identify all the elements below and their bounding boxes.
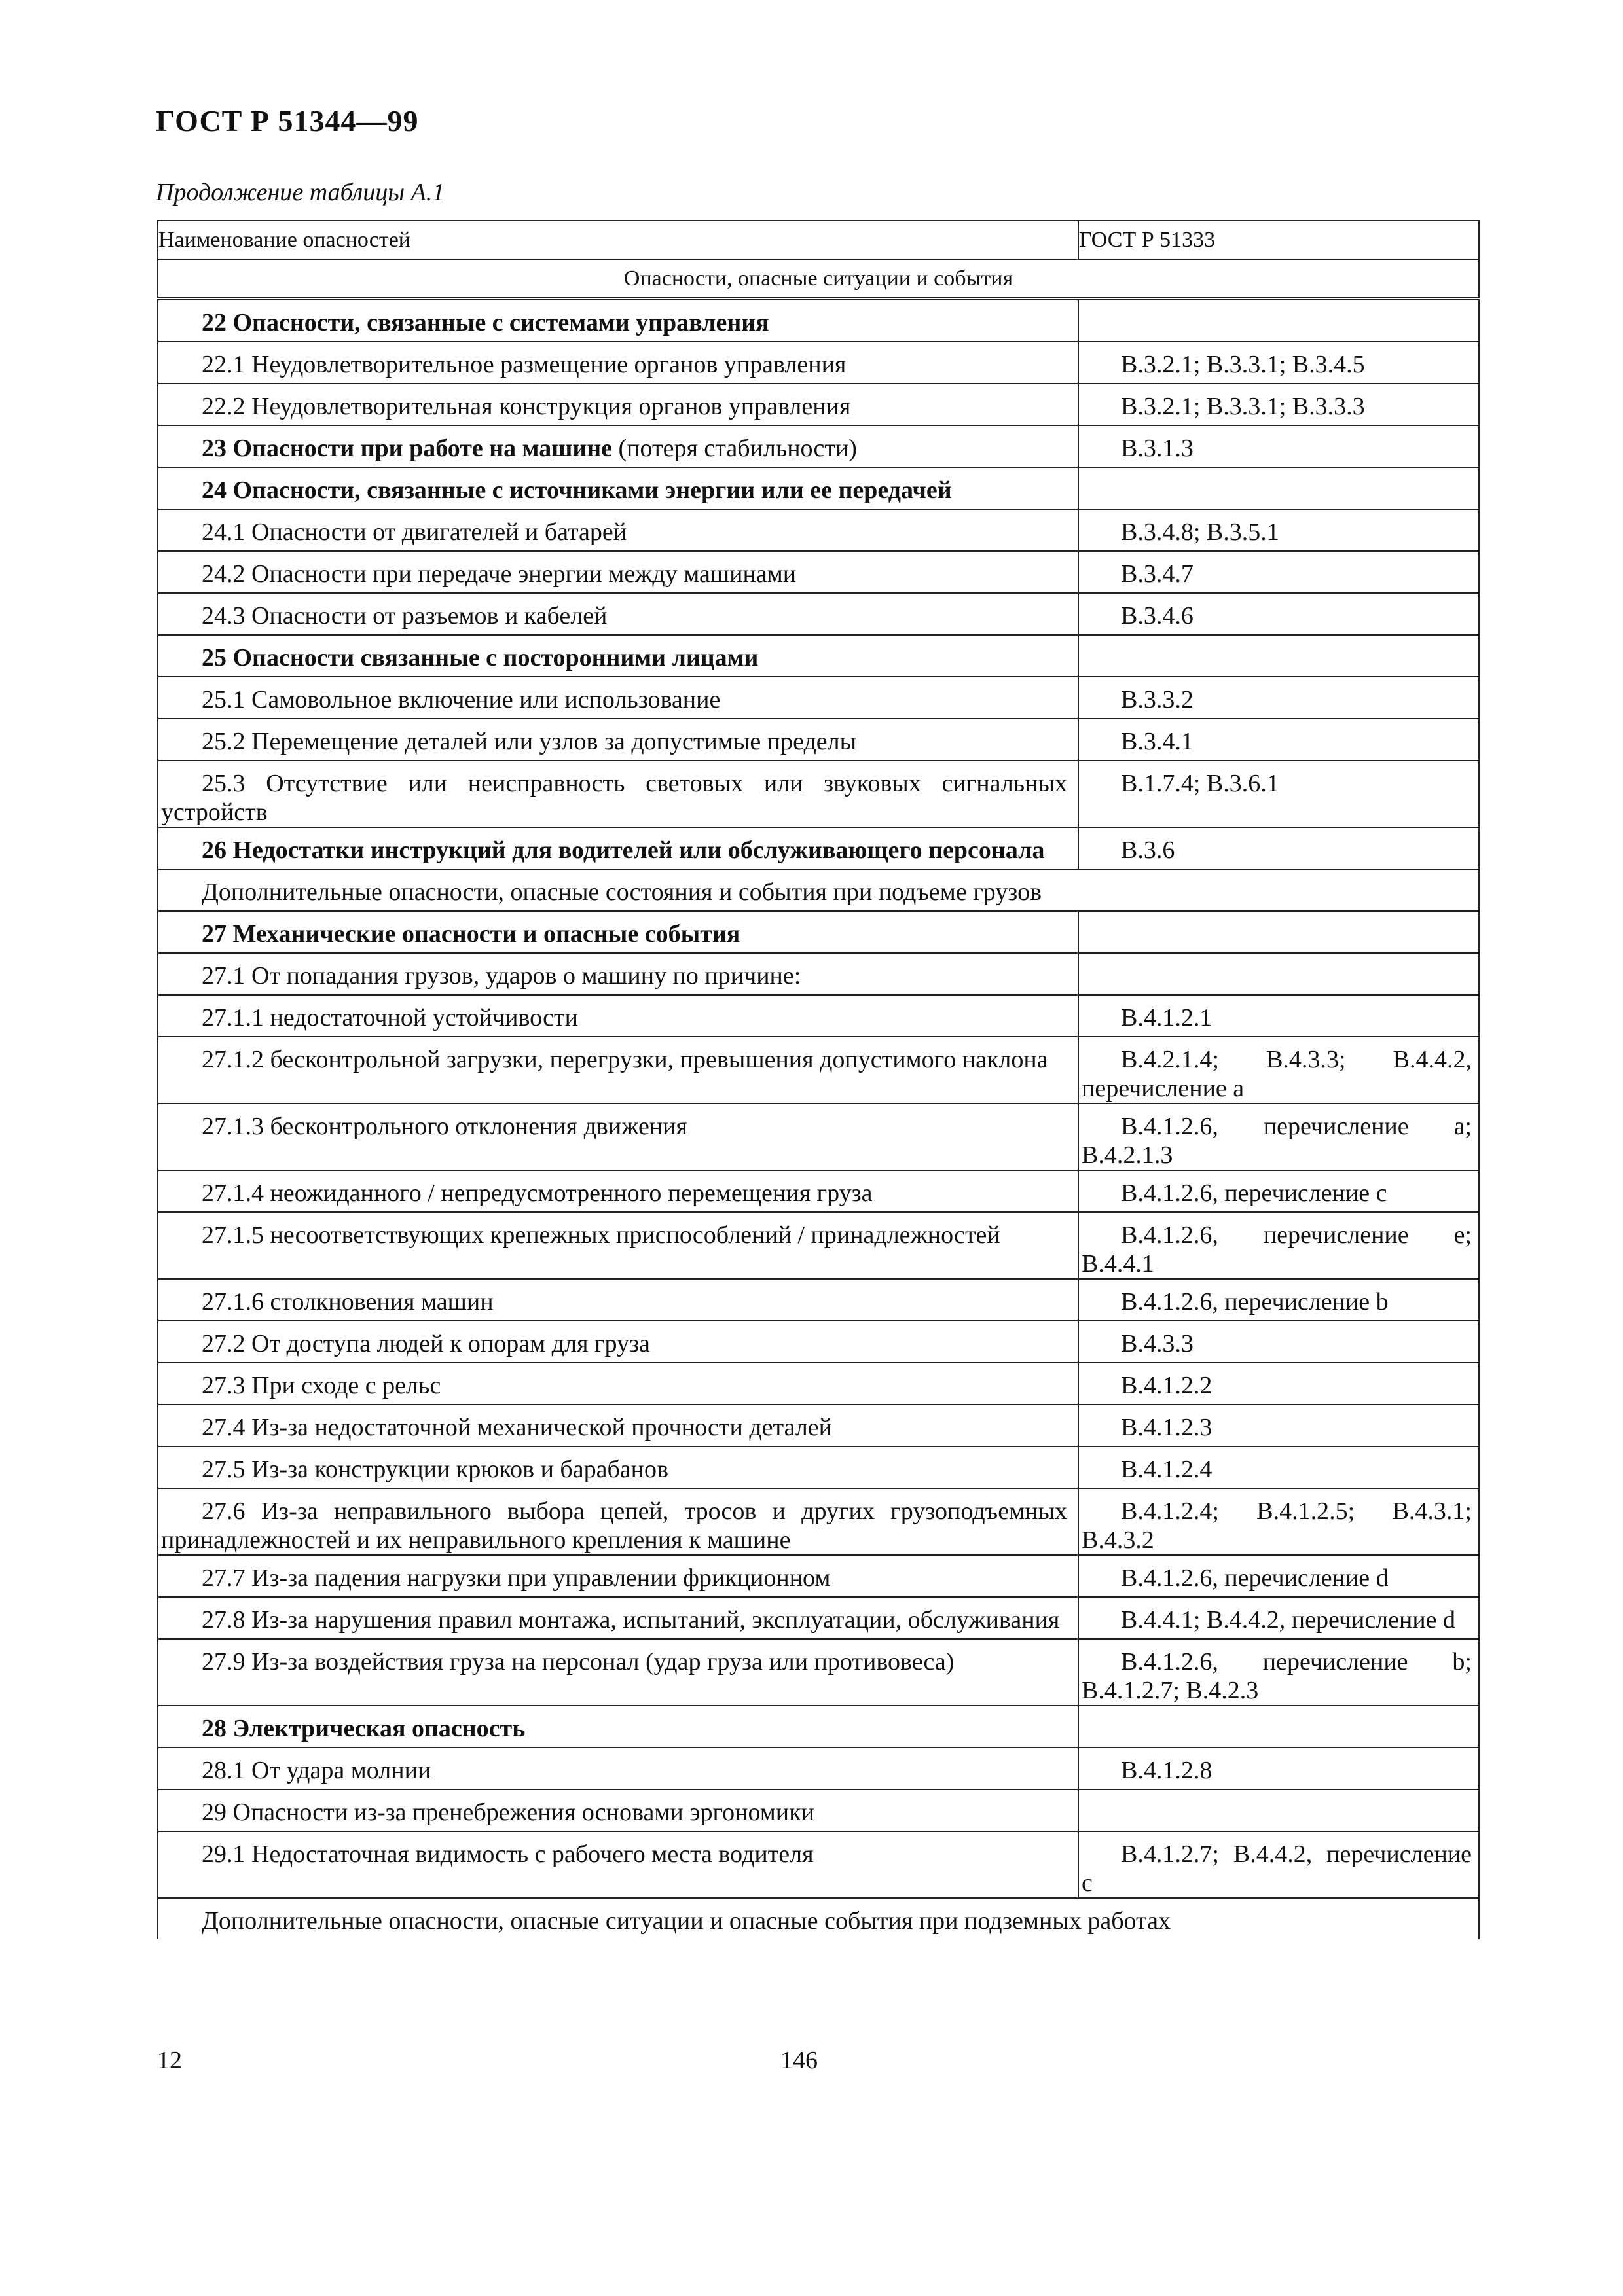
hazard-text: 27.1.2 бесконтрольной загрузки, перегрузки, превышения допустимого наклона [202,1046,1048,1073]
table-row [158,1789,1479,1831]
table-row [158,1488,1479,1555]
table-row [158,719,1479,761]
hazard-text: 27.3 При сходе с рельс [202,1372,441,1399]
standard-ref: В.3.2.1; В.3.3.1; В.3.4.5 [1121,351,1365,378]
hazard-cell [158,1639,1078,1706]
hazard-text: 29.1 Недостаточная видимость с рабочего места водителя [202,1840,814,1868]
hazard-cell [158,1555,1078,1597]
hazard-text: 27.6 Из-за неправильного выбора цепей, тросов и других грузоподъемных принадлежностей и их неправильного крепления к машине [161,1498,1067,1554]
standard-ref-cell [1078,1789,1479,1831]
col-header-hazards: Наименование опасностей [158,221,1078,260]
standard-ref: В.4.1.2.4 [1121,1456,1213,1483]
hazard-cell [158,1279,1078,1321]
standard-ref-cell [1078,1488,1479,1555]
standard-ref-cell [1078,1597,1479,1639]
hazard-cell [158,1831,1078,1898]
table-row [158,1363,1479,1405]
hazard-text: 25.3 Отсутствие или неисправность световых или звуковых сигнальных устройств [161,770,1067,826]
table-row [158,1212,1479,1279]
hazard-text: 29 Опасности из-за пренебрежения основами эргономики [202,1799,814,1826]
standard-ref [1082,300,1472,308]
hazard-text: 27.9 Из-за воздействия груза на персонал (удар груза или противовеса) [202,1648,955,1676]
standard-ref-cell [1078,1321,1479,1363]
hazard-cell [158,995,1078,1037]
standard-ref-cell [1078,1706,1479,1748]
hazard-text: 22.1 Неудовлетворительное размещение органов управления [202,351,847,378]
table-row [158,1639,1479,1706]
standard-ref-cell [1078,953,1479,995]
hazard-text: 28.1 От удара молнии [202,1757,431,1784]
hazard-cell [158,342,1078,384]
table-row [158,1831,1479,1898]
section-row [158,869,1479,911]
standard-ref [1082,954,1472,961]
table-row [158,467,1479,509]
hazard-cell [158,1321,1078,1363]
standard-ref: В.3.3.2 [1121,686,1194,713]
table-header-row [158,221,1479,260]
table-row [158,995,1479,1037]
hazard-text: 27.1.4 неожиданного / непредусмотренного перемещения груза [202,1179,873,1207]
table-row [158,635,1479,677]
hazard-text: 24.3 Опасности от разъемов и кабелей [202,602,608,630]
hazard-text: 22 Опасности, связанные с системами управления [202,309,769,336]
standard-ref-cell [1078,1555,1479,1597]
hazard-cell [158,1103,1078,1170]
hazard-text-note: (потеря стабильности) [611,435,857,462]
document-title: ГОСТ Р 51344—99 [156,104,419,137]
standard-ref: В.4.1.2.6, перечисление с [1121,1179,1387,1207]
table-row [158,677,1479,719]
table-row [158,1321,1479,1363]
standard-ref-cell [1078,1212,1479,1279]
standard-ref: В.3.4.8; В.3.5.1 [1121,518,1279,546]
section-title-cell [158,869,1479,911]
standard-ref: В.3.4.7 [1121,560,1194,588]
hazard-text: 24 Опасности, связанные с источниками энергии или ее передачей [202,476,952,504]
standard-ref: В.4.1.2.3 [1121,1414,1213,1441]
hazard-text: 24.2 Опасности при передаче энергии между машинами [202,560,797,588]
standard-ref: В.3.2.1; В.3.3.1; В.3.3.3 [1121,393,1365,420]
standard-ref: В.3.6 [1121,836,1175,864]
section-row [158,1898,1479,1939]
hazard-text: 27.1.5 несоответствующих крепежных приспособлений / принадлежностей [202,1221,1000,1249]
standard-ref-cell [1078,911,1479,953]
hazard-cell [158,1597,1078,1639]
hazard-cell [158,1405,1078,1446]
col-header-standard: ГОСТ Р 51333 [1078,221,1479,260]
table-row [158,299,1479,342]
table-row [158,1279,1479,1321]
standard-ref [1082,1706,1472,1714]
hazard-cell [158,551,1078,593]
section-header-row [158,260,1479,299]
standard-ref: В.3.4.6 [1121,602,1194,630]
hazard-cell [158,1488,1078,1555]
standard-ref-cell [1078,1831,1479,1898]
hazard-cell [158,384,1078,425]
standard-ref: В.4.1.2.2 [1121,1372,1213,1399]
hazard-cell [158,761,1078,827]
hazard-cell [158,467,1078,509]
standard-ref-cell [1078,1279,1479,1321]
hazard-cell [158,1363,1078,1405]
hazard-cell [158,953,1078,995]
standard-ref-cell [1078,384,1479,425]
hazard-text: 27.7 Из-за падения нагрузки при управлении фрикционном [202,1564,831,1592]
standard-ref: В.4.1.2.4; В.4.1.2.5; В.4.3.1; В.4.3.2 [1082,1498,1472,1554]
hazard-text: 23 Опасности при работе на машине [202,435,612,462]
table-row [158,827,1479,869]
standard-ref-cell [1078,1405,1479,1446]
table-row [158,1103,1479,1170]
standard-ref: В.4.1.2.6, перечисление е; В.4.4.1 [1082,1221,1472,1278]
table-row [158,1405,1479,1446]
hazard-cell [158,593,1078,635]
hazard-cell [158,677,1078,719]
table-row [158,1748,1479,1789]
standard-ref-cell [1078,425,1479,467]
hazard-text: 25.1 Самовольное включение или использование [202,686,721,713]
table-continuation-label: Продолжение таблицы А.1 [156,179,445,206]
hazard-text: 25.2 Перемещение деталей или узлов за допустимые пределы [202,728,857,755]
hazard-cell [158,719,1078,761]
table-row [158,953,1479,995]
hazard-cell [158,827,1078,869]
hazard-cell [158,1037,1078,1103]
hazard-text: 27.2 От доступа людей к опорам для груза [202,1330,650,1357]
table-row [158,593,1479,635]
table-row [158,1555,1479,1597]
section-title-cell [158,1898,1479,1939]
hazard-cell [158,1748,1078,1789]
standard-ref-cell [1078,509,1479,551]
standard-ref-cell [1078,467,1479,509]
standard-ref: В.4.1.2.8 [1121,1757,1213,1784]
standard-ref: В.4.1.2.1 [1121,1004,1213,1031]
table-row [158,1706,1479,1748]
table-row [158,342,1479,384]
hazard-text: 27.1.3 бесконтрольного отклонения движения [202,1113,687,1140]
standard-ref: В.4.3.3 [1121,1330,1194,1357]
hazard-cell [158,1446,1078,1488]
page-number-left: 12 [157,2047,182,2074]
hazard-text: 27.8 Из-за нарушения правил монтажа, испытаний, эксплуатации, обслуживания [202,1606,1060,1634]
standard-ref: В.3.4.1 [1121,728,1194,755]
hazard-cell [158,299,1078,342]
hazard-text: 27.4 Из-за недостаточной механической прочности деталей [202,1414,832,1441]
standard-ref: В.4.1.2.6, перечисление b [1121,1288,1389,1316]
hazard-cell [158,1789,1078,1831]
standard-ref-cell [1078,1037,1479,1103]
standard-ref-cell [1078,995,1479,1037]
table-row [158,384,1479,425]
standard-ref-cell [1078,342,1479,384]
standard-ref-cell [1078,827,1479,869]
standard-ref: В.4.1.2.6, перечисление d [1121,1564,1389,1592]
standard-ref: В.4.1.2.6, перечисление а; В.4.2.1.3 [1082,1113,1472,1169]
standard-ref-cell [1078,1103,1479,1170]
table-row [158,911,1479,953]
hazard-cell [158,509,1078,551]
standard-ref-cell [1078,719,1479,761]
standard-ref: В.3.1.3 [1121,435,1194,462]
standard-ref: В.4.2.1.4; В.4.3.3; В.4.4.2, перечисление а [1082,1046,1472,1102]
hazard-text: 25 Опасности связанные с посторонними лицами [202,644,759,672]
table-row [158,509,1479,551]
standard-ref-cell [1078,551,1479,593]
hazard-text: 27.1 От попадания грузов, ударов о машину по причине: [202,962,801,990]
hazard-text: 27.1.1 недостаточной устойчивости [202,1004,578,1031]
hazard-cell [158,1212,1078,1279]
hazard-cell [158,1170,1078,1212]
hazard-cell [158,635,1078,677]
table-row [158,425,1479,467]
section-title: Дополнительные опасности, опасные состояния и события при подъеме грузов [202,878,1042,906]
table-row [158,1170,1479,1212]
standard-ref-cell [1078,761,1479,827]
table-row [158,1446,1479,1488]
hazard-text: 26 Недостатки инструкций для водителей или обслуживающего персонала [202,836,1045,864]
hazard-text: 27 Механические опасности и опасные события [202,920,740,948]
standard-ref-cell [1078,1446,1479,1488]
hazard-cell [158,425,1078,467]
page-number-center: 146 [780,2047,818,2074]
table-row [158,1597,1479,1639]
hazard-cell [158,1706,1078,1748]
standard-ref-cell [1078,635,1479,677]
standard-ref-cell [1078,299,1479,342]
standard-ref: В.1.7.4; В.3.6.1 [1121,770,1279,797]
section-header: Опасности, опасные ситуации и события [158,260,1479,299]
standard-ref-cell [1078,1748,1479,1789]
table-row [158,551,1479,593]
standard-ref: В.4.1.2.7; В.4.4.2, перечисление с [1082,1840,1472,1897]
table-row [158,1037,1479,1103]
standard-ref-cell [1078,677,1479,719]
hazards-table [157,220,1480,1939]
section-title: Дополнительные опасности, опасные ситуации и опасные события при подземных работах [202,1907,1171,1935]
hazard-cell [158,911,1078,953]
standard-ref [1082,1790,1472,1798]
standard-ref-cell [1078,1363,1479,1405]
standard-ref [1082,636,1472,643]
hazard-text: 24.1 Опасности от двигателей и батарей [202,518,627,546]
table-row [158,761,1479,827]
hazard-text: 22.2 Неудовлетворительная конструкция органов управления [202,393,851,420]
hazard-text: 27.5 Из-за конструкции крюков и барабанов [202,1456,668,1483]
hazard-text: 27.1.6 столкновения машин [202,1288,494,1316]
hazard-text: 28 Электрическая опасность [202,1715,526,1742]
standard-ref-cell [1078,1639,1479,1706]
standard-ref [1082,912,1472,920]
standard-ref: В.4.4.1; В.4.4.2, перечисление d [1121,1606,1456,1634]
standard-ref: В.4.1.2.6, перечисление b; В.4.1.2.7; В.4.2.3 [1082,1648,1472,1704]
standard-ref-cell [1078,593,1479,635]
standard-ref [1082,468,1472,476]
standard-ref-cell [1078,1170,1479,1212]
